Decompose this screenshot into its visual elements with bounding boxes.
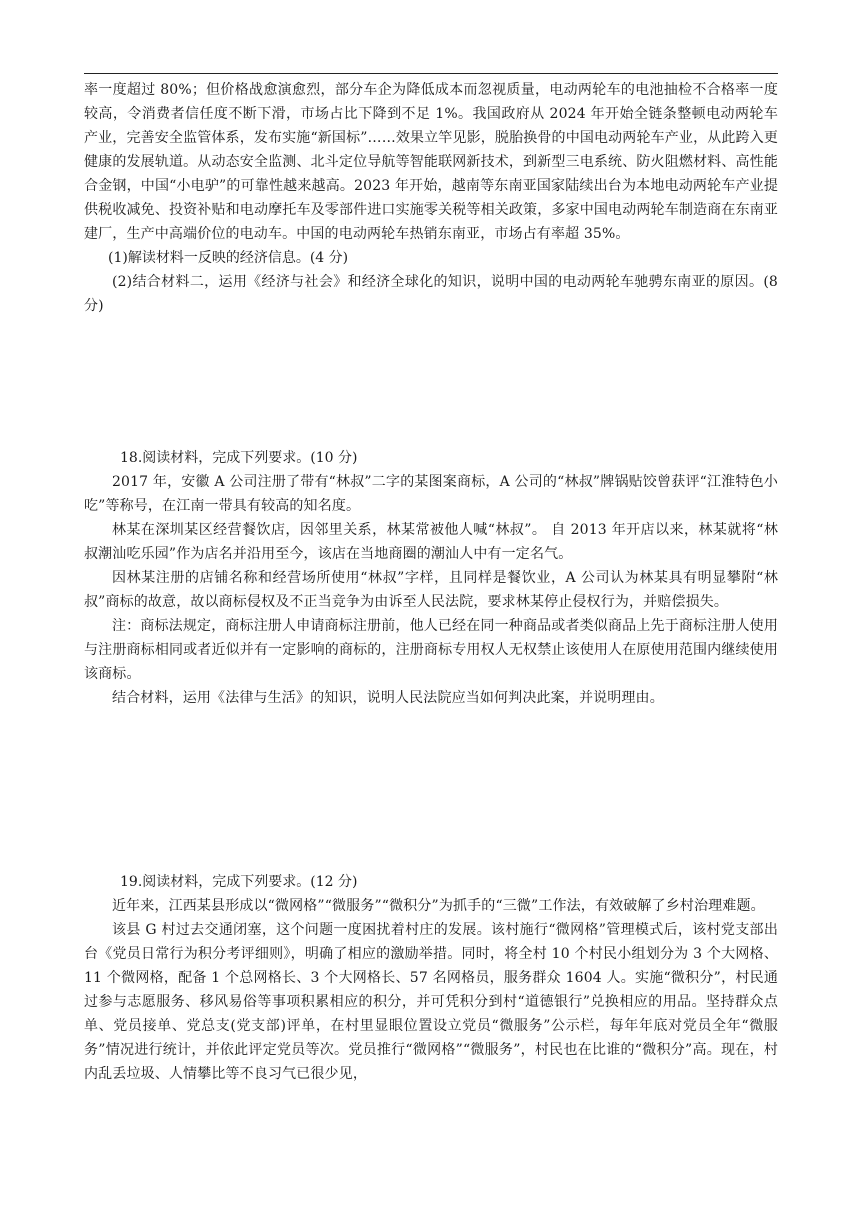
question-18-note: 注：商标法规定，商标注册人申请商标注册前，他人已经在同一种商品或者类似商品上先于商标注册人使用与注册商标相同或者近似并有一定影响的商标的，注册商标专用权人无权禁止该使用人在原使用范围内继续使用该商标。 xyxy=(84,618,778,682)
question-18-prompt: 结合材料，运用《法律与生活》的知识，说明人民法院应当如何判决此案，并说明理由。 xyxy=(112,690,664,706)
header-rule xyxy=(84,73,778,74)
question-19-paragraph-2: 该县 G 村过去交通闭塞，这个问题一度困扰着村庄的发展。该村施行“微网格”管理模式后，该村党支部出台《党员日常行为积分考评细则》，明确了相应的激励举措。同时，将全村 10 个村民小组划分为 3 个大网格、11 个微网格，配备 1 个总网格长、3 个大网格长、57 名网格员，服务群众 1604 人。实施“微积分”，村民通过参与志愿服务、移风易俗等事项积累相应的积分，并可凭积分到村“道德银行”兑换相应的用品。坚持群众点单、党员接单、党总支(党支部)评单，在村里显眼位置设立党员“微服务”公示栏，每年年底对党员全年“微服务”情况进行统计，并依此评定党员等次。党员推行“微网格”“微服务”，村民也在比谁的“微积分”高。现在，村内乱丢垃圾、人情攀比等不良习气已很少见， xyxy=(84,922,778,1082)
question-18-paragraph-3: 因林某注册的店铺名称和经营场所使用“林叔”字样，且同样是餐饮业，A 公司认为林某具有明显攀附“林叔”商标的故意，故以商标侵权及不正当竞争为由诉至人民法院，要求林某停止侵权行为，并赔偿损失。 xyxy=(84,570,778,610)
question-18-paragraph-1: 2017 年，安徽 A 公司注册了带有“林叔”二字的某图案商标，A 公司的“林叔”牌锅贴饺曾获评“江淮特色小吃”等称号，在江南一带具有较高的知名度。 xyxy=(84,474,778,514)
question-17-continuation xyxy=(84,78,778,318)
material-two-text: 率一度超过 80%；但价格战愈演愈烈，部分车企为降低成本而忽视质量，电动两轮车的电池抽检不合格率一度较高，令消费者信任度不断下滑，市场占比下降到不足 1%。我国政府从 2024 年开始全链条整顿电动两轮车产业，完善安全监管体系，发布实施“新国标”……效果立竿见影，脱胎换骨的中国电动两轮车产业，从此跨入更健康的发展轨道。从动态安全监测、北斗定位导航等智能联网新技术，到新型三电系统、防火阻燃材料、高性能合金钢，中国“小电驴”的可靠性越来越高。2023 年开始，越南等东南亚国家陆续出台为本地电动两轮车产业提供税收减免、投资补贴和电动摩托车及零部件进口实施零关税等相关政策，多家中国电动两轮车制造商在东南亚建厂，生产中高端价位的电动车。中国的电动两轮车热销东南亚，市场占有率超 35%。 xyxy=(84,82,778,242)
question-18-title: 18.阅读材料，完成下列要求。(10 分) xyxy=(120,450,358,466)
question-17-part-1: (1)解读材料一反映的经济信息。(4 分) xyxy=(108,250,349,266)
question-18 xyxy=(84,446,778,710)
question-19-paragraph-1: 近年来，江西某县形成以“微网格”“微服务”“微积分”为抓手的“三微”工作法，有效破解了乡村治理难题。 xyxy=(112,898,765,914)
question-17-part-2: (2)结合材料二，运用《经济与社会》和经济全球化的知识，说明中国的电动两轮车驰骋东南亚的原因。(8 分) xyxy=(84,274,778,314)
question-19-title: 19.阅读材料，完成下列要求。(12 分) xyxy=(120,874,358,890)
question-18-paragraph-2: 林某在深圳某区经营餐饮店，因邻里关系，林某常被他人喊“林叔”。 自 2013 年开店以来，林某就将“林叔潮汕吃乐园”作为店名并沿用至今，该店在当地商圈的潮汕人中有一定名气。 xyxy=(84,522,778,562)
question-19 xyxy=(84,870,778,1086)
